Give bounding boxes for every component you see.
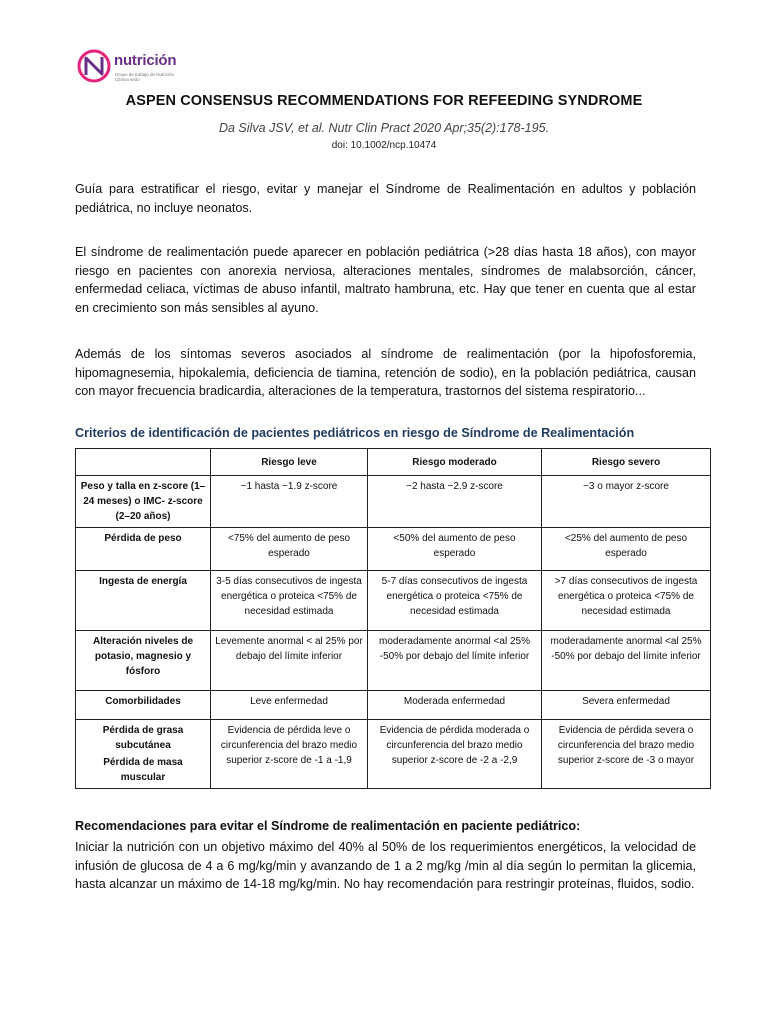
row-label: Pérdida de peso [76,528,211,571]
row-label: Ingesta de energía [76,571,211,631]
table-row [76,571,711,631]
table-row [76,476,711,528]
cell-leve: Levemente anormal < al 25% por debajo del límite inferior [211,631,368,691]
logo-n-mark-icon [76,48,114,84]
cell-severo: Evidencia de pérdida severa o circunferencia del brazo medio superior z-score de -3 o mayor [542,720,711,789]
cell-leve: −1 hasta −1.9 z-score [211,476,368,528]
table-header-empty [76,449,211,476]
row-label [76,720,211,789]
cell-leve: Evidencia de pérdida leve o circunferencia del brazo medio superior z-score de -1 a -1,9 [211,720,368,789]
logo-subtitle: Grupo de trabajo de Nutrición Clínica sedo [115,72,175,82]
cell-severo: moderadamente anormal <al 25% -50% por debajo del límite inferior [542,631,711,691]
cell-severo: <25% del aumento de peso esperado [542,528,711,571]
cell-leve: 3-5 días consecutivos de ingesta energética o proteica <75% de necesidad estimada [211,571,368,631]
citation: Da Silva JSV, et al. Nutr Clin Pract 2020 Apr;35(2):178-195. [218,121,550,135]
cell-severo: >7 días consecutivos de ingesta energética o proteica <75% de necesidad estimada [542,571,711,631]
cell-moderado: Evidencia de pérdida moderada o circunferencia del brazo medio superior z-score de -2 a -2,9 [368,720,542,789]
row-label: Alteración niveles de potasio, magnesio y fósforo [76,631,211,691]
cell-leve: <75% del aumento de peso esperado [211,528,368,571]
symptoms-paragraph: Además de los síntomas severos asociados al síndrome de realimentación (por la hipofosforemia, hipomagnesemia, hipokalemia, deficiencia de tiamina, retención de sodio), en la población pediátrica, causan con mayor frecuencia bradicardia, alteraciones de la temperatura, trastornos del sistema respiratorio... [75,347,696,399]
table-header-moderado: Riesgo moderado [368,449,542,476]
table-title: Criterios de identificación de pacientes pediátricos en riesgo de Síndrome de Realimentación [75,426,635,440]
doi: doi: 10.1002/ncp.10474 [331,140,437,151]
cell-moderado: moderadamente anormal <al 25% -50% por debajo del límite inferior [368,631,542,691]
row-label: Comorbilidades [76,691,211,720]
criteria-table [75,448,711,789]
cell-severo: −3 o mayor z-score [542,476,711,528]
document-title: ASPEN CONSENSUS RECOMMENDATIONS FOR REFEEDING SYNDROME [125,93,643,109]
cell-moderado: −2 hasta −2.9 z-score [368,476,542,528]
row-label-muscle-loss: Pérdida de masa muscular [103,757,183,783]
row-label-fat-loss: Pérdida de grasa subcutánea [102,725,184,751]
row-label: Peso y talla en z-score (1–24 meses) o IMC- z-score (2–20 años) [76,476,211,528]
cell-moderado: Moderada enfermedad [368,691,542,720]
logo-wordmark: nutrición [114,52,177,69]
table-row [76,528,711,571]
pediatric-risk-paragraph: El síndrome de realimentación puede aparecer en población pediátrica (>28 días hasta 18 años), con mayor riesgo en pacientes con anorexia nerviosa, alteraciones mentales, síndromes de malabsorción, cáncer, enfermedad celiaca, víctimas de abuso infantil, maltrato hambruna, etc. Hay que tener en cuenta que al estar en crecimiento son más sensibles al ayuno. [75,245,696,315]
intro-paragraph: Guía para estratificar el riesgo, evitar y manejar el Síndrome de Realimentación en adultos y población pediátrica, no incluye neonatos. [75,182,696,215]
table-header-leve: Riesgo leve [211,449,368,476]
cell-moderado: 5-7 días consecutivos de ingesta energética o proteica <75% de necesidad estimada [368,571,542,631]
table-header-row [76,449,711,476]
recommendations-title: Recomendaciones para evitar el Síndrome de realimentación en paciente pediátrico: [75,819,581,833]
cell-severo: Severa enfermedad [542,691,711,720]
recommendations-paragraph: Iniciar la nutrición con un objetivo máximo del 40% al 50% de los requerimientos energéticos, la velocidad de infusión de glucosa de 4 a 6 mg/kg/min y avanzando de 1 a 2 mg/kg /min al día según lo permitan la glicemia, hasta alcanzar un máximo de 14-18 mg/kg/min. No hay recomendación para restringir proteínas, fluidos, sodio. [75,840,696,892]
table-row [76,631,711,691]
table-header-severo: Riesgo severo [542,449,711,476]
cell-leve: Leve enfermedad [211,691,368,720]
nutricion-logo [76,48,206,90]
table-row [76,691,711,720]
cell-moderado: <50% del aumento de peso esperado [368,528,542,571]
table-row [76,720,711,789]
